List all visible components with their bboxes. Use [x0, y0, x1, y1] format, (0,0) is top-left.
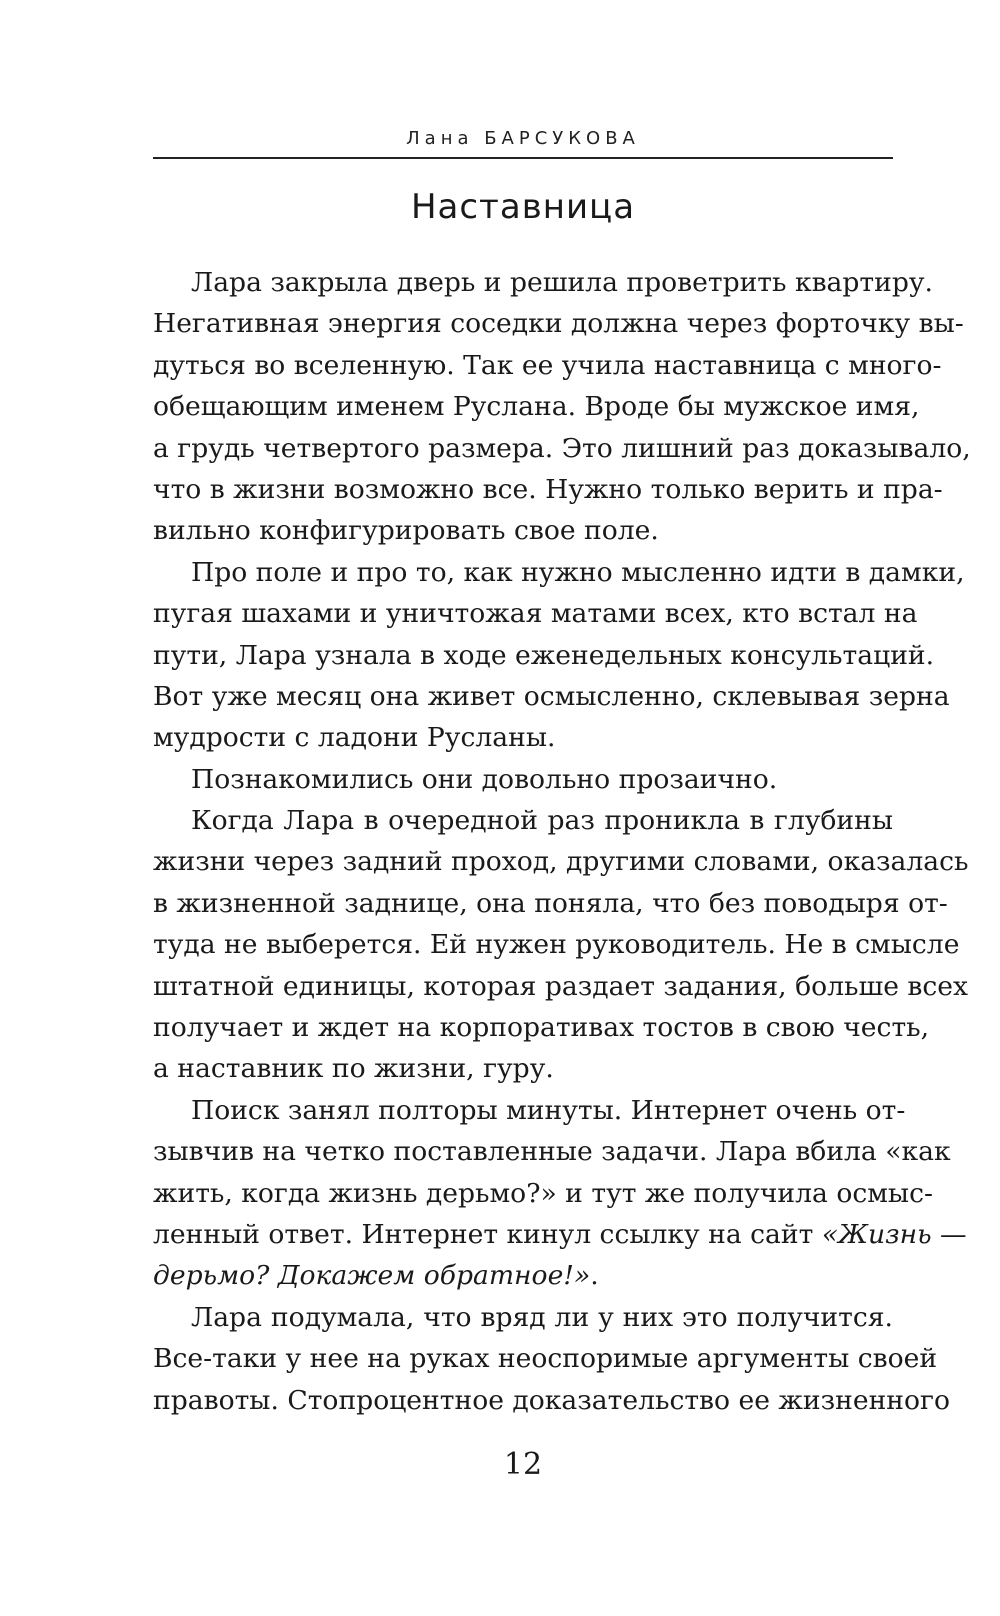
text-line: [153, 717, 893, 758]
text-line: [153, 1214, 967, 1255]
text-line-content: штатной единицы, которая раздает задания, больше всех: [153, 970, 968, 1002]
text-line-content: получает и ждет на корпоративах тостов в свою честь,: [153, 1012, 930, 1044]
text-line: [153, 924, 960, 965]
text-line: [153, 676, 950, 717]
header-rule: [153, 157, 893, 159]
text-line: [153, 1338, 938, 1379]
text-line: [153, 1090, 906, 1131]
text-line-content: жить, когда жизнь дерьмо?» и тут же получила осмыс-: [153, 1177, 933, 1209]
text-line: [153, 966, 968, 1007]
text-line: [153, 1131, 951, 1172]
text-line: [153, 1173, 933, 1214]
page-number: 12: [503, 1447, 543, 1482]
text-line-content: Про поле и про то, как нужно мысленно идти в дамки,: [191, 556, 965, 588]
text-line: [153, 841, 969, 882]
text-line-content: в жизненной заднице, она поняла, что без поводыря от-: [153, 887, 948, 919]
text-line-content: Негативная энергия соседки должна через форточку вы-: [153, 308, 964, 340]
text-line: [153, 1007, 930, 1048]
text-line: [153, 510, 893, 551]
text-line-content: дуться во вселенную. Так ее учила наставница с много-: [153, 349, 942, 381]
text-line: [153, 759, 893, 800]
text-line-content: вильно конфигурировать свое поле.: [153, 515, 659, 547]
running-header-author: Лана БАРСУКОВА: [406, 128, 640, 149]
text-line: [153, 552, 965, 593]
text-line: [153, 303, 964, 344]
text-line: [153, 883, 948, 924]
text-line-content: а грудь четвертого размера. Это лишний раз доказывало,: [153, 432, 971, 464]
text-line: [153, 262, 933, 303]
text-line: [153, 800, 893, 841]
text-line-trailing: .: [590, 1260, 599, 1292]
text-line-content: Поиск занял полторы минуты. Интернет очень от-: [191, 1094, 906, 1126]
text-line: [153, 593, 918, 634]
text-line: [153, 345, 942, 386]
text-line-content: туда не выберется. Ей нужен руководитель. Не в смысле: [153, 929, 960, 961]
text-line-content: Лара подумала, что вряд ли у них это получится.: [191, 1301, 893, 1333]
text-line-content: ленный ответ. Интернет кинул ссылку на сайт: [153, 1218, 822, 1250]
text-line-content: Лара закрыла дверь и решила проветрить квартиру.: [191, 267, 933, 298]
text-line: [153, 1297, 893, 1338]
text-line-content: пугая шахами и уничтожая матами всех, кто встал на: [153, 598, 918, 630]
italic-site-title: «Жизнь —: [821, 1218, 967, 1250]
text-line-content: пути, Лара узнала в ходе еженедельных консультаций.: [153, 639, 935, 671]
text-line-content: Вот уже месяц она живет осмысленно, склевывая зерна: [153, 680, 950, 712]
text-line-content: обещающим именем Руслана. Вроде бы мужское имя,: [153, 391, 920, 423]
body-text: [153, 262, 971, 1421]
text-line-content: а наставник по жизни, гуру.: [153, 1053, 554, 1085]
chapter-title: Наставница: [410, 187, 636, 227]
text-line-content: жизни через задний проход, другими словами, оказалась: [153, 846, 969, 878]
text-line-content: правоты. Стопроцентное доказательство ее жизненного: [153, 1384, 950, 1416]
text-line-content: что в жизни возможно все. Нужно только верить и пра-: [153, 473, 943, 505]
text-line: [153, 428, 971, 469]
text-line-content: Познакомились они довольно прозаично.: [191, 763, 778, 795]
text-line-content: зывчив на четко поставленные задачи. Лара вбила «как: [153, 1136, 951, 1168]
text-line-content: Когда Лара в очередной раз проникла в глубины: [191, 805, 893, 837]
text-line: [153, 469, 943, 510]
text-line: [153, 386, 920, 427]
text-line-content: Все-таки у нее на руках неоспоримые аргументы своей: [153, 1343, 938, 1375]
text-line-content: мудрости с ладони Русланы.: [153, 722, 556, 754]
text-line: [153, 635, 935, 676]
italic-site-title: дерьмо? Докажем обратное!»: [153, 1260, 591, 1292]
text-line: [153, 1380, 950, 1421]
text-line: [153, 1048, 893, 1089]
text-line: [153, 1255, 893, 1296]
